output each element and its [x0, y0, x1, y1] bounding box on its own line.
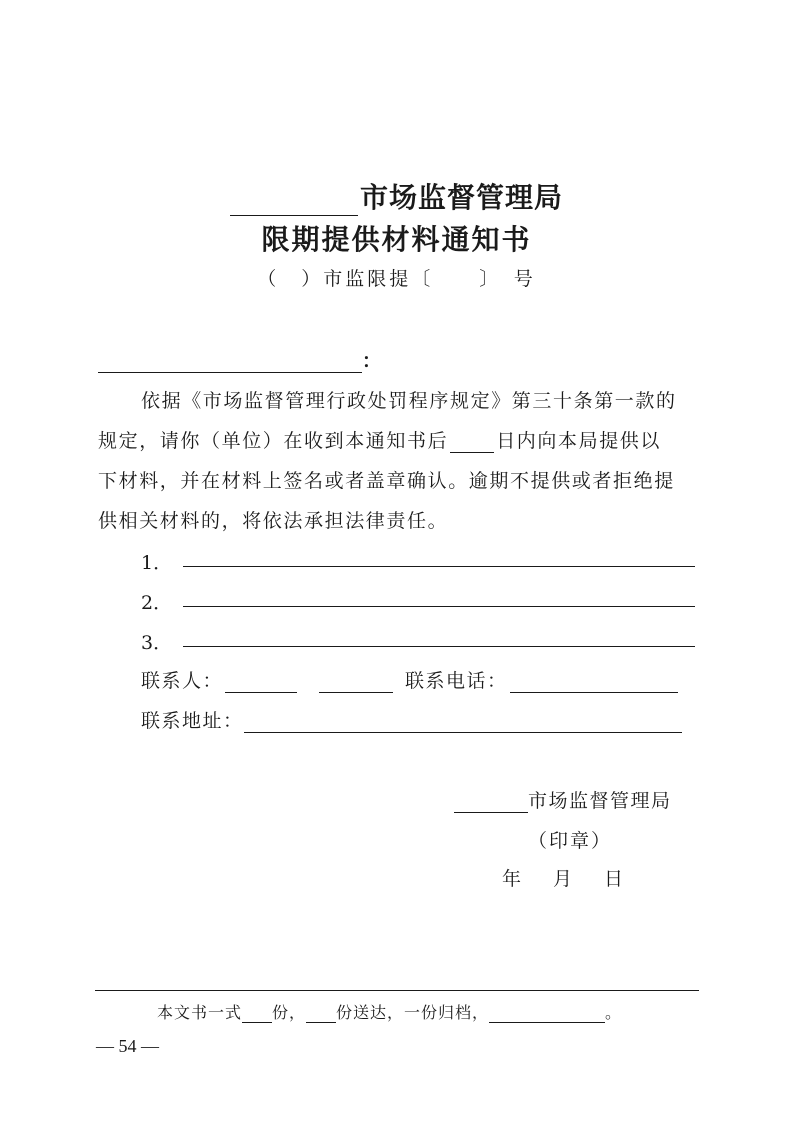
contact-person-2-blank[interactable] — [319, 672, 393, 693]
contact-address-blank[interactable] — [244, 712, 682, 733]
item-3-blank[interactable] — [183, 646, 695, 647]
footer-note-end: 。 — [605, 1003, 623, 1022]
doc-number-prefix: （ ）市监限提〔 — [257, 268, 434, 290]
document-title-line1 — [0, 176, 793, 216]
footer-note-copies-label: 本文书一式 — [157, 1003, 243, 1022]
item-number-1: 1． — [141, 552, 173, 574]
paragraph-line-4: 供相关材料的，将依法承担法律责任。 — [98, 510, 449, 532]
contact-address-label: 联系地址： — [141, 710, 244, 732]
page-number: — 54 — — [96, 1036, 159, 1056]
signature-bureau-text: 市场监督管理局 — [528, 790, 672, 812]
footer-divider — [95, 990, 699, 991]
footer-note-copies-unit: 份， — [272, 1003, 307, 1022]
item-2-blank[interactable] — [183, 606, 695, 607]
addressee-blank[interactable] — [98, 352, 362, 373]
doc-number-suffix: 〕 号 — [479, 268, 536, 290]
archive-blank[interactable] — [489, 1005, 605, 1023]
footer-note-served-text: 份送达，一份归档， — [336, 1003, 490, 1022]
item-number-3: 3． — [141, 632, 173, 654]
addressee-line — [98, 346, 381, 373]
paragraph-line-2-after: 日内向本局提供以 — [496, 430, 662, 452]
paragraph-line-3: 下材料，并在材料上签名或者盖章确认。逾期不提供或者拒绝提 — [98, 470, 675, 492]
contact-phone-label: 联系电话： — [405, 670, 508, 692]
signature-date — [502, 864, 623, 891]
contact-address-line — [141, 706, 682, 733]
addressee-colon: ： — [362, 350, 382, 372]
paragraph-line-2 — [98, 426, 661, 453]
paragraph-line-1: 依据《市场监督管理行政处罚程序规定》第三十条第一款的 — [141, 390, 677, 412]
copies-served-blank[interactable] — [306, 1005, 336, 1023]
days-blank[interactable] — [450, 432, 494, 453]
copies-total-blank[interactable] — [242, 1005, 272, 1023]
contact-line — [141, 666, 678, 693]
footer-note — [157, 1000, 622, 1023]
contact-person-label: 联系人： — [141, 670, 224, 692]
signature-bureau — [454, 786, 672, 813]
date-day: 日 — [604, 868, 624, 890]
document-number — [0, 264, 793, 291]
contact-phone-blank[interactable] — [510, 672, 678, 693]
paragraph-line-2-before: 规定，请你（单位）在收到本通知书后 — [98, 430, 449, 452]
date-year: 年 — [502, 868, 522, 890]
title-bureau-text: 市场监督管理局 — [359, 181, 563, 214]
seal-label: （印章） — [528, 830, 613, 852]
item-number-2: 2． — [141, 592, 173, 614]
signature-bureau-blank[interactable] — [454, 792, 528, 813]
item-1-blank[interactable] — [183, 566, 695, 567]
date-month: 月 — [553, 868, 573, 890]
contact-person-1-blank[interactable] — [225, 672, 297, 693]
document-title-line2: 限期提供材料通知书 — [261, 223, 532, 256]
bureau-name-blank[interactable] — [230, 189, 358, 216]
